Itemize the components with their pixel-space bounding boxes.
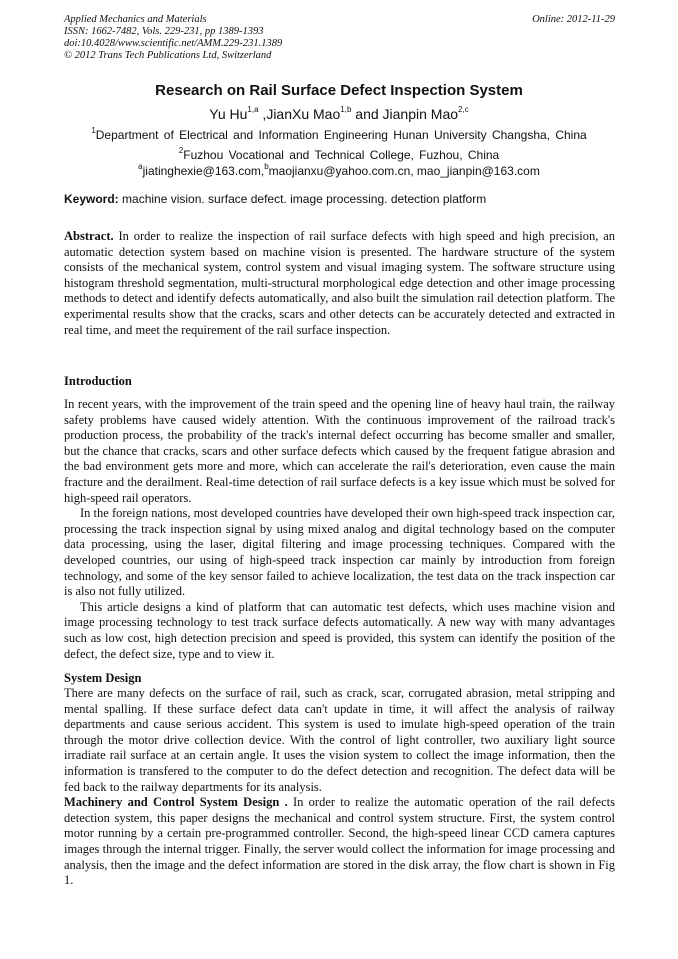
- section-heading-introduction: Introduction: [64, 374, 132, 388]
- email-mark: b: [264, 162, 269, 171]
- author-name: Yu Hu: [209, 106, 248, 122]
- paragraph: There are many defects on the surface of rail, such as crack, scar, corrugated abrasion, metal stripping and mental spalling. If these surface defect data can't update in time, it will affect the analysis of railway departments and cause serious accident. This system is used to imulate high-speed operation of the train through the motor drive collection device. With the control of light controller, two auxiliary light source irradiate rail surface at an certain angle. It uses the vision system to collect the image information, then the information is transfered to the computer to do the defect detection and recognition. The defect data will be fed back to the railway departments for its analysis.: [64, 686, 615, 794]
- author-affiliation-mark: 1,a: [247, 105, 259, 115]
- affiliation-mark: 1: [91, 126, 96, 135]
- email-mark: a: [138, 162, 143, 171]
- affiliation-1: [0, 128, 678, 142]
- abstract-label: Abstract.: [64, 229, 114, 243]
- author-line: [0, 106, 678, 122]
- paper-title: Research on Rail Surface Defect Inspection System: [155, 82, 523, 99]
- keyword-text: machine vision. surface defect. image processing. detection platform: [118, 192, 487, 206]
- email-link[interactable]: jiatinghexie@163.com,: [142, 164, 265, 178]
- subsection-label: Machinery and Control System Design .: [64, 795, 288, 810]
- paragraph: [64, 795, 615, 889]
- affiliation-text: Department of Electrical and Information Engineering Hunan University Changsha, China: [95, 128, 587, 142]
- email-link[interactable]: maojianxu@yahoo.com.cn, mao_jianpin@163.com: [268, 164, 540, 178]
- affiliation-mark: 2: [178, 146, 184, 155]
- online-date: Online: 2012-11-29: [532, 14, 615, 25]
- copyright-line: © 2012 Trans Tech Publications Ltd, Switzerland: [64, 50, 272, 61]
- abstract-text: In order to realize the inspection of rail surface defects with high speed and high precision, an automatic detection system based on machine vision is presented. The hardware structure of the system consists of the mechanical system, control system and visual imaging system. The software structure using histogram threshold segmentation, multi-structural morphological edge detection and other image processing methods to detect and identify defects automatically, and also built the simulation rail detection platform. The experimental results show that the cracks, scars and other detects can be accurately detected and extracted in real time, and meet the requirement of the rail surface inspection.: [64, 229, 615, 337]
- keywords: [64, 192, 615, 206]
- author-name: ,JianXu Mao: [258, 106, 341, 122]
- paragraph: This article designs a kind of platform that can automatic test defects, which uses machine vision and image processing technology to test track surface defects automatically. A new way with many advantages such as low cost, high detection precision and speed is provided, this system can identify the position of the defect, the defect size, type and to view it.: [64, 599, 615, 661]
- paragraph-text: In order to realize the automatic operation of the rail defects detection system, this paper designs the mechanical and control system structure. First, the system control motor running by a certain pre-programmed controller. Second, the high-speed linear CCD camera captures images through the internal trigger. Finally, the server would collect the information for image processing and analysis, then the image and the defect information are stored in the disk array, the flow chart is shown in Fig 1.: [64, 795, 615, 888]
- author-name: and Jianpin Mao: [351, 106, 459, 122]
- author-affiliation-mark: 1,b: [340, 105, 352, 115]
- issn-line: ISSN: 1662-7482, Vols. 229-231, pp 1389-1393: [64, 26, 264, 37]
- paragraph: In recent years, with the improvement of the train speed and the opening line of heavy haul train, the railway safety problems have caused widely attention. With the continuous improvement of the railroad track's production process, the probability of the track's internal defect occurring has become smaller and smaller, but the chance that cracks, scars and other surface defects which caused by the frequent fatigue abrasion and the bad environment gets more and more, which can accelerate the rail's deterioration, even cause the main fracture and the derailment. Real-time detection of rail surface defects is a key issue which must be solved for high-speed rail operators.: [64, 397, 615, 505]
- journal-name: Applied Mechanics and Materials: [64, 14, 207, 25]
- abstract: [64, 229, 615, 338]
- affiliation-2: [0, 148, 678, 162]
- author-affiliation-mark: 2,c: [458, 105, 469, 115]
- system-design-section: [64, 686, 615, 889]
- journal-header: [64, 14, 615, 62]
- keyword-label: Keyword:: [64, 192, 119, 206]
- introduction-section: [64, 397, 615, 662]
- affiliation-text: Fuzhou Vocational and Technical College, Fuzhou, China: [183, 148, 500, 162]
- email-line: [0, 164, 678, 178]
- paragraph: In the foreign nations, most developed countries have developed their own high-speed track inspection car, processing the track inspection signal by using mixed analog and digital technology based on the computer data processing, using the laser, digital filtering and image processing techniques. Compared with the developed countries, our using of high-speed track inspection car mainly by introduction from foreign technology, and some of the key sensor failed to achieve localization, the test data on the track inspection car is also not fully utilized.: [64, 506, 615, 599]
- section-heading-system-design: System Design: [64, 671, 142, 685]
- doi-line: doi:10.4028/www.scientific.net/AMM.229-231.1389: [64, 38, 283, 49]
